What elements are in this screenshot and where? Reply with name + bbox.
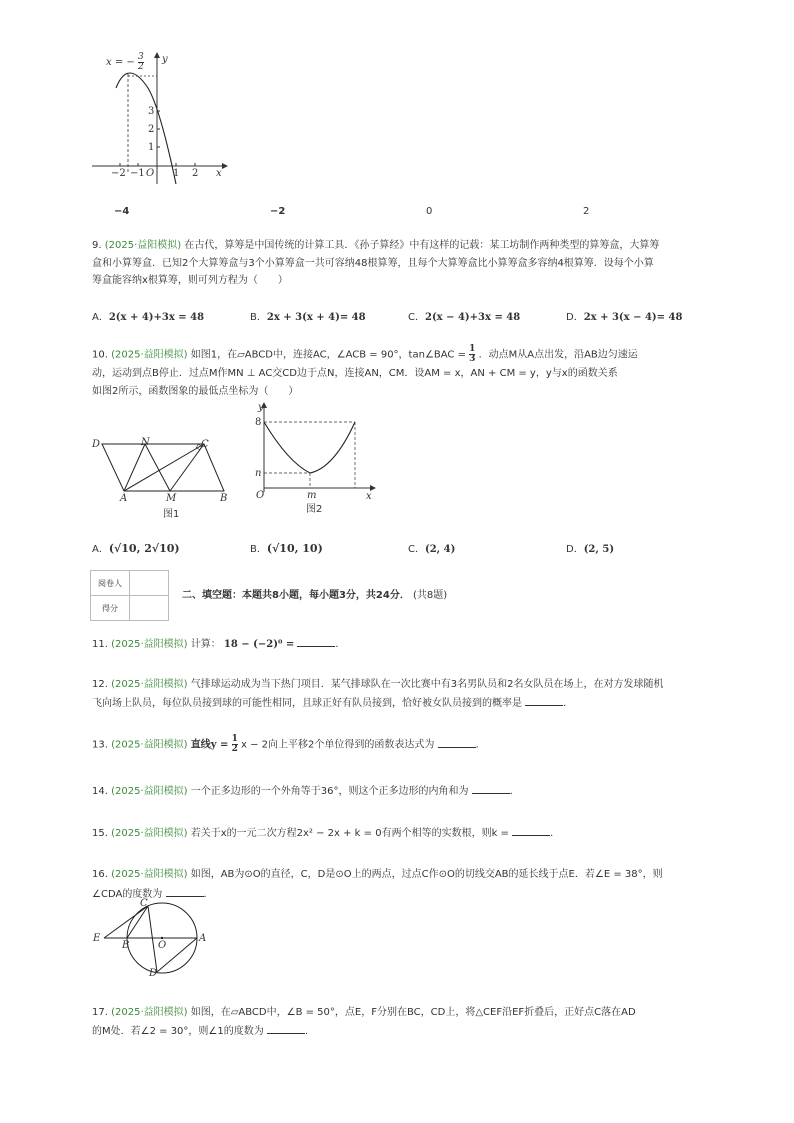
question-number: 10. xyxy=(92,349,108,361)
question-12-line1 xyxy=(92,677,663,692)
prev-option[interactable]: −2 xyxy=(270,206,286,217)
question-number: 15. xyxy=(92,828,108,839)
q10-option-c[interactable] xyxy=(408,540,455,555)
question-text: x − 2向上平移2个单位得到的函数表达式为 xyxy=(241,739,435,751)
question-source: (2025·益阳模拟) xyxy=(104,240,182,251)
option-letter: B． xyxy=(250,544,267,555)
point-label: O xyxy=(158,940,167,951)
question-12-line2 xyxy=(92,695,573,711)
point-label: B xyxy=(220,493,228,504)
fraction-den: 3 xyxy=(469,354,476,364)
question-number: 14. xyxy=(92,786,108,797)
figure-caption: 图1 xyxy=(163,509,180,520)
answer-blank[interactable] xyxy=(297,636,335,647)
symmetry-label xyxy=(106,53,144,72)
question-text: ∠CDA的度数为 xyxy=(92,889,163,900)
symmetry-label-text: x = − xyxy=(106,57,135,68)
point-label: M xyxy=(166,493,177,504)
fraction-den: 2 xyxy=(231,744,238,754)
option-letter: A． xyxy=(92,544,109,555)
question-text: 在古代，算筹是中国传统的计算工具．《孙子算经》中有这样的记载：某工坊制作两种类型的算筹盒，大算筹 xyxy=(184,240,660,251)
question-11 xyxy=(92,636,345,652)
question-14 xyxy=(92,783,520,799)
question-text: 气排球运动成为当下热门项目．某气排球队在一次比赛中有3名男队员和2名女队员在场上，在对方发球随机 xyxy=(190,679,664,690)
question-source: (2025·益阳模拟) xyxy=(111,349,188,361)
y-tick-label: 3 xyxy=(148,106,155,117)
question-source: (2025·益阳模拟) xyxy=(111,1007,188,1018)
option-letter: D． xyxy=(566,544,584,555)
question-text: 如图，在▱ABCD中，∠B = 50°，点E，F分别在BC，CD上，将△CEF沿EF折叠后，正好点C落在AD xyxy=(190,1007,636,1018)
y-tick-label: 1 xyxy=(148,142,155,153)
prev-option[interactable]: 0 xyxy=(426,206,433,217)
y-value-label: 8 xyxy=(255,417,262,428)
question-tail: ． xyxy=(475,739,486,751)
question-tail: ． xyxy=(335,639,346,650)
question-source: (2025·益阳模拟) xyxy=(111,869,188,880)
answer-blank[interactable] xyxy=(472,783,510,794)
question-tail: ． xyxy=(509,786,520,797)
q10-option-d[interactable] xyxy=(566,540,614,555)
circle-figure xyxy=(92,898,217,978)
question-source: (2025·益阳模拟) xyxy=(111,639,188,650)
fraction-num: 1 xyxy=(231,734,238,744)
question-number: 16. xyxy=(92,869,108,880)
question-10-line2: 动，运动到点B停止．过点M作MN ⊥ AC交CD边于点N，连接AN，CM．设AM = x，AN + CM = y，y与x的函数关系 xyxy=(92,368,618,379)
question-10-line1 xyxy=(92,345,638,364)
answer-blank[interactable] xyxy=(438,737,476,748)
reviewer-cell[interactable] xyxy=(130,571,169,596)
min-y-label: n xyxy=(255,468,262,479)
question-text: 的M处．若∠2 = 30°，则∠1的度数为 xyxy=(92,1026,264,1037)
answer-blank[interactable] xyxy=(267,1023,305,1034)
point-label: A xyxy=(199,933,207,944)
score-cell[interactable] xyxy=(130,596,169,621)
question-15 xyxy=(92,825,560,841)
question-source: (2025·益阳模拟) xyxy=(111,786,188,797)
prev-option[interactable]: 2 xyxy=(583,206,590,217)
option-letter: A． xyxy=(92,312,109,323)
option-text: 2(x − 4)+3x = 48 xyxy=(424,312,521,323)
symmetry-fraction xyxy=(138,53,144,72)
fraction-den: 2 xyxy=(137,62,144,72)
x-axis-label: x xyxy=(366,491,372,502)
prev-option[interactable]: −4 xyxy=(114,206,130,217)
question-text: ．动点M从A点出发，沿AB边匀速运 xyxy=(478,349,638,361)
score-box xyxy=(90,570,169,621)
x-tick-label: −1 xyxy=(130,168,145,179)
question-tail: ． xyxy=(203,889,214,900)
q9-option-b[interactable] xyxy=(250,308,366,323)
question-9-line1 xyxy=(92,238,659,253)
figure-caption: 图2 xyxy=(306,504,323,515)
point-label: E xyxy=(93,933,101,944)
option-text: (√10, 2√10) xyxy=(108,542,180,555)
score-label: 得分 xyxy=(91,596,130,621)
q9-option-c[interactable] xyxy=(408,308,520,323)
section-count: (共8题) xyxy=(413,590,448,601)
option-text: (√10, 10) xyxy=(266,542,323,555)
answer-blank[interactable] xyxy=(512,825,550,836)
question-text: 飞向场上队员，每位队员接到球的可能性相同，且球正好有队员接到，恰好被女队员接到的概率是 xyxy=(92,698,522,709)
figure-2 xyxy=(252,400,377,522)
section-2-heading xyxy=(182,588,447,603)
question-tail: ． xyxy=(550,828,561,839)
parabola-graph xyxy=(88,44,228,186)
answer-blank[interactable] xyxy=(166,886,204,897)
point-label: D xyxy=(149,968,158,979)
question-16-line1 xyxy=(92,867,663,882)
x-tick-label: 1 xyxy=(173,168,180,179)
question-9-line2: 盒和小算筹盒．已知2个大算筹盒与3个小算筹盒一共可容纳48根算筹，且每个大算筹盒比小算筹盒多容纳4根算筹．设每个小算 xyxy=(92,258,654,269)
question-text: 如图1，在▱ABCD中，连接AC，∠ACB = 90°，tan∠BAC = xyxy=(190,349,466,361)
x-axis-label: x xyxy=(216,168,222,179)
question-source: (2025·益阳模拟) xyxy=(111,679,188,690)
math-expression: 直线y = xyxy=(190,739,229,751)
option-text: 2x + 3(x − 4)= 48 xyxy=(583,312,683,323)
y-tick-label: 2 xyxy=(148,124,155,135)
option-text: 2(x + 4)+3x = 48 xyxy=(108,312,205,323)
math-expression: 18 − (−2)⁰ = xyxy=(223,639,295,650)
point-label: C xyxy=(201,439,209,450)
option-letter: C． xyxy=(408,312,425,323)
y-axis-label: y xyxy=(258,402,264,413)
answer-blank[interactable] xyxy=(525,695,563,706)
point-label: B xyxy=(122,940,130,951)
question-text: 如图，AB为⊙O的直径，C，D是⊙O上的两点，过点C作⊙O的切线交AB的延长线于点E．若∠E = 38°，则 xyxy=(190,869,663,880)
option-letter: B． xyxy=(250,312,267,323)
question-17-line1 xyxy=(92,1005,636,1020)
section-heading-text: 二、填空题：本题共8小题，每小题3分，共24分． xyxy=(182,590,410,601)
y-axis-label: y xyxy=(162,54,168,65)
question-text: 一个正多边形的一个外角等于36°，则这个正多边形的内角和为 xyxy=(190,786,469,797)
point-label: C xyxy=(140,898,148,909)
reviewer-label: 阅卷人 xyxy=(91,571,130,596)
min-x-label: m xyxy=(307,490,317,501)
q10-option-a[interactable] xyxy=(92,540,180,555)
option-text: (2, 4) xyxy=(424,544,456,555)
fraction-num: 3 xyxy=(137,52,144,62)
question-text: 计算： xyxy=(190,639,221,650)
origin-label: O xyxy=(146,168,155,179)
point-label: A xyxy=(120,493,128,504)
tan-fraction xyxy=(469,345,475,364)
point-label: N xyxy=(141,437,150,448)
question-9-line3: 筹盒能容纳x根算筹，则可列方程为（ ） xyxy=(92,275,288,286)
question-source: (2025·益阳模拟) xyxy=(111,739,188,751)
figure-1 xyxy=(90,436,240,526)
point-label: D xyxy=(92,439,101,450)
q10-option-b[interactable] xyxy=(250,540,323,555)
x-tick-label: −2 xyxy=(111,168,126,179)
question-number: 11. xyxy=(92,639,108,650)
question-13 xyxy=(92,735,486,754)
question-number: 17. xyxy=(92,1007,108,1018)
question-10-line3: 如图2所示，函数图象的最低点坐标为（ ） xyxy=(92,386,299,397)
q9-option-d[interactable] xyxy=(566,308,682,323)
x-tick-label: 2 xyxy=(192,168,199,179)
question-text: 若关于x的一元二次方程2x² − 2x + k = 0有两个相等的实数根，则k = xyxy=(190,828,509,839)
fraction-num: 1 xyxy=(469,344,476,354)
option-text: 2x + 3(x + 4)= 48 xyxy=(266,312,366,323)
q9-option-a[interactable] xyxy=(92,308,204,323)
option-text: (2, 5) xyxy=(583,544,615,555)
question-number: 12. xyxy=(92,679,108,690)
option-letter: C． xyxy=(408,544,425,555)
question-source: (2025·益阳模拟) xyxy=(111,828,188,839)
question-17-line2 xyxy=(92,1023,315,1039)
option-letter: D． xyxy=(566,312,584,323)
origin-label: O xyxy=(256,490,265,501)
question-number: 13. xyxy=(92,739,108,751)
question-tail: ． xyxy=(563,698,574,709)
question-tail: ． xyxy=(304,1026,315,1037)
question-number: 9. xyxy=(92,240,102,251)
slope-fraction xyxy=(232,735,238,754)
